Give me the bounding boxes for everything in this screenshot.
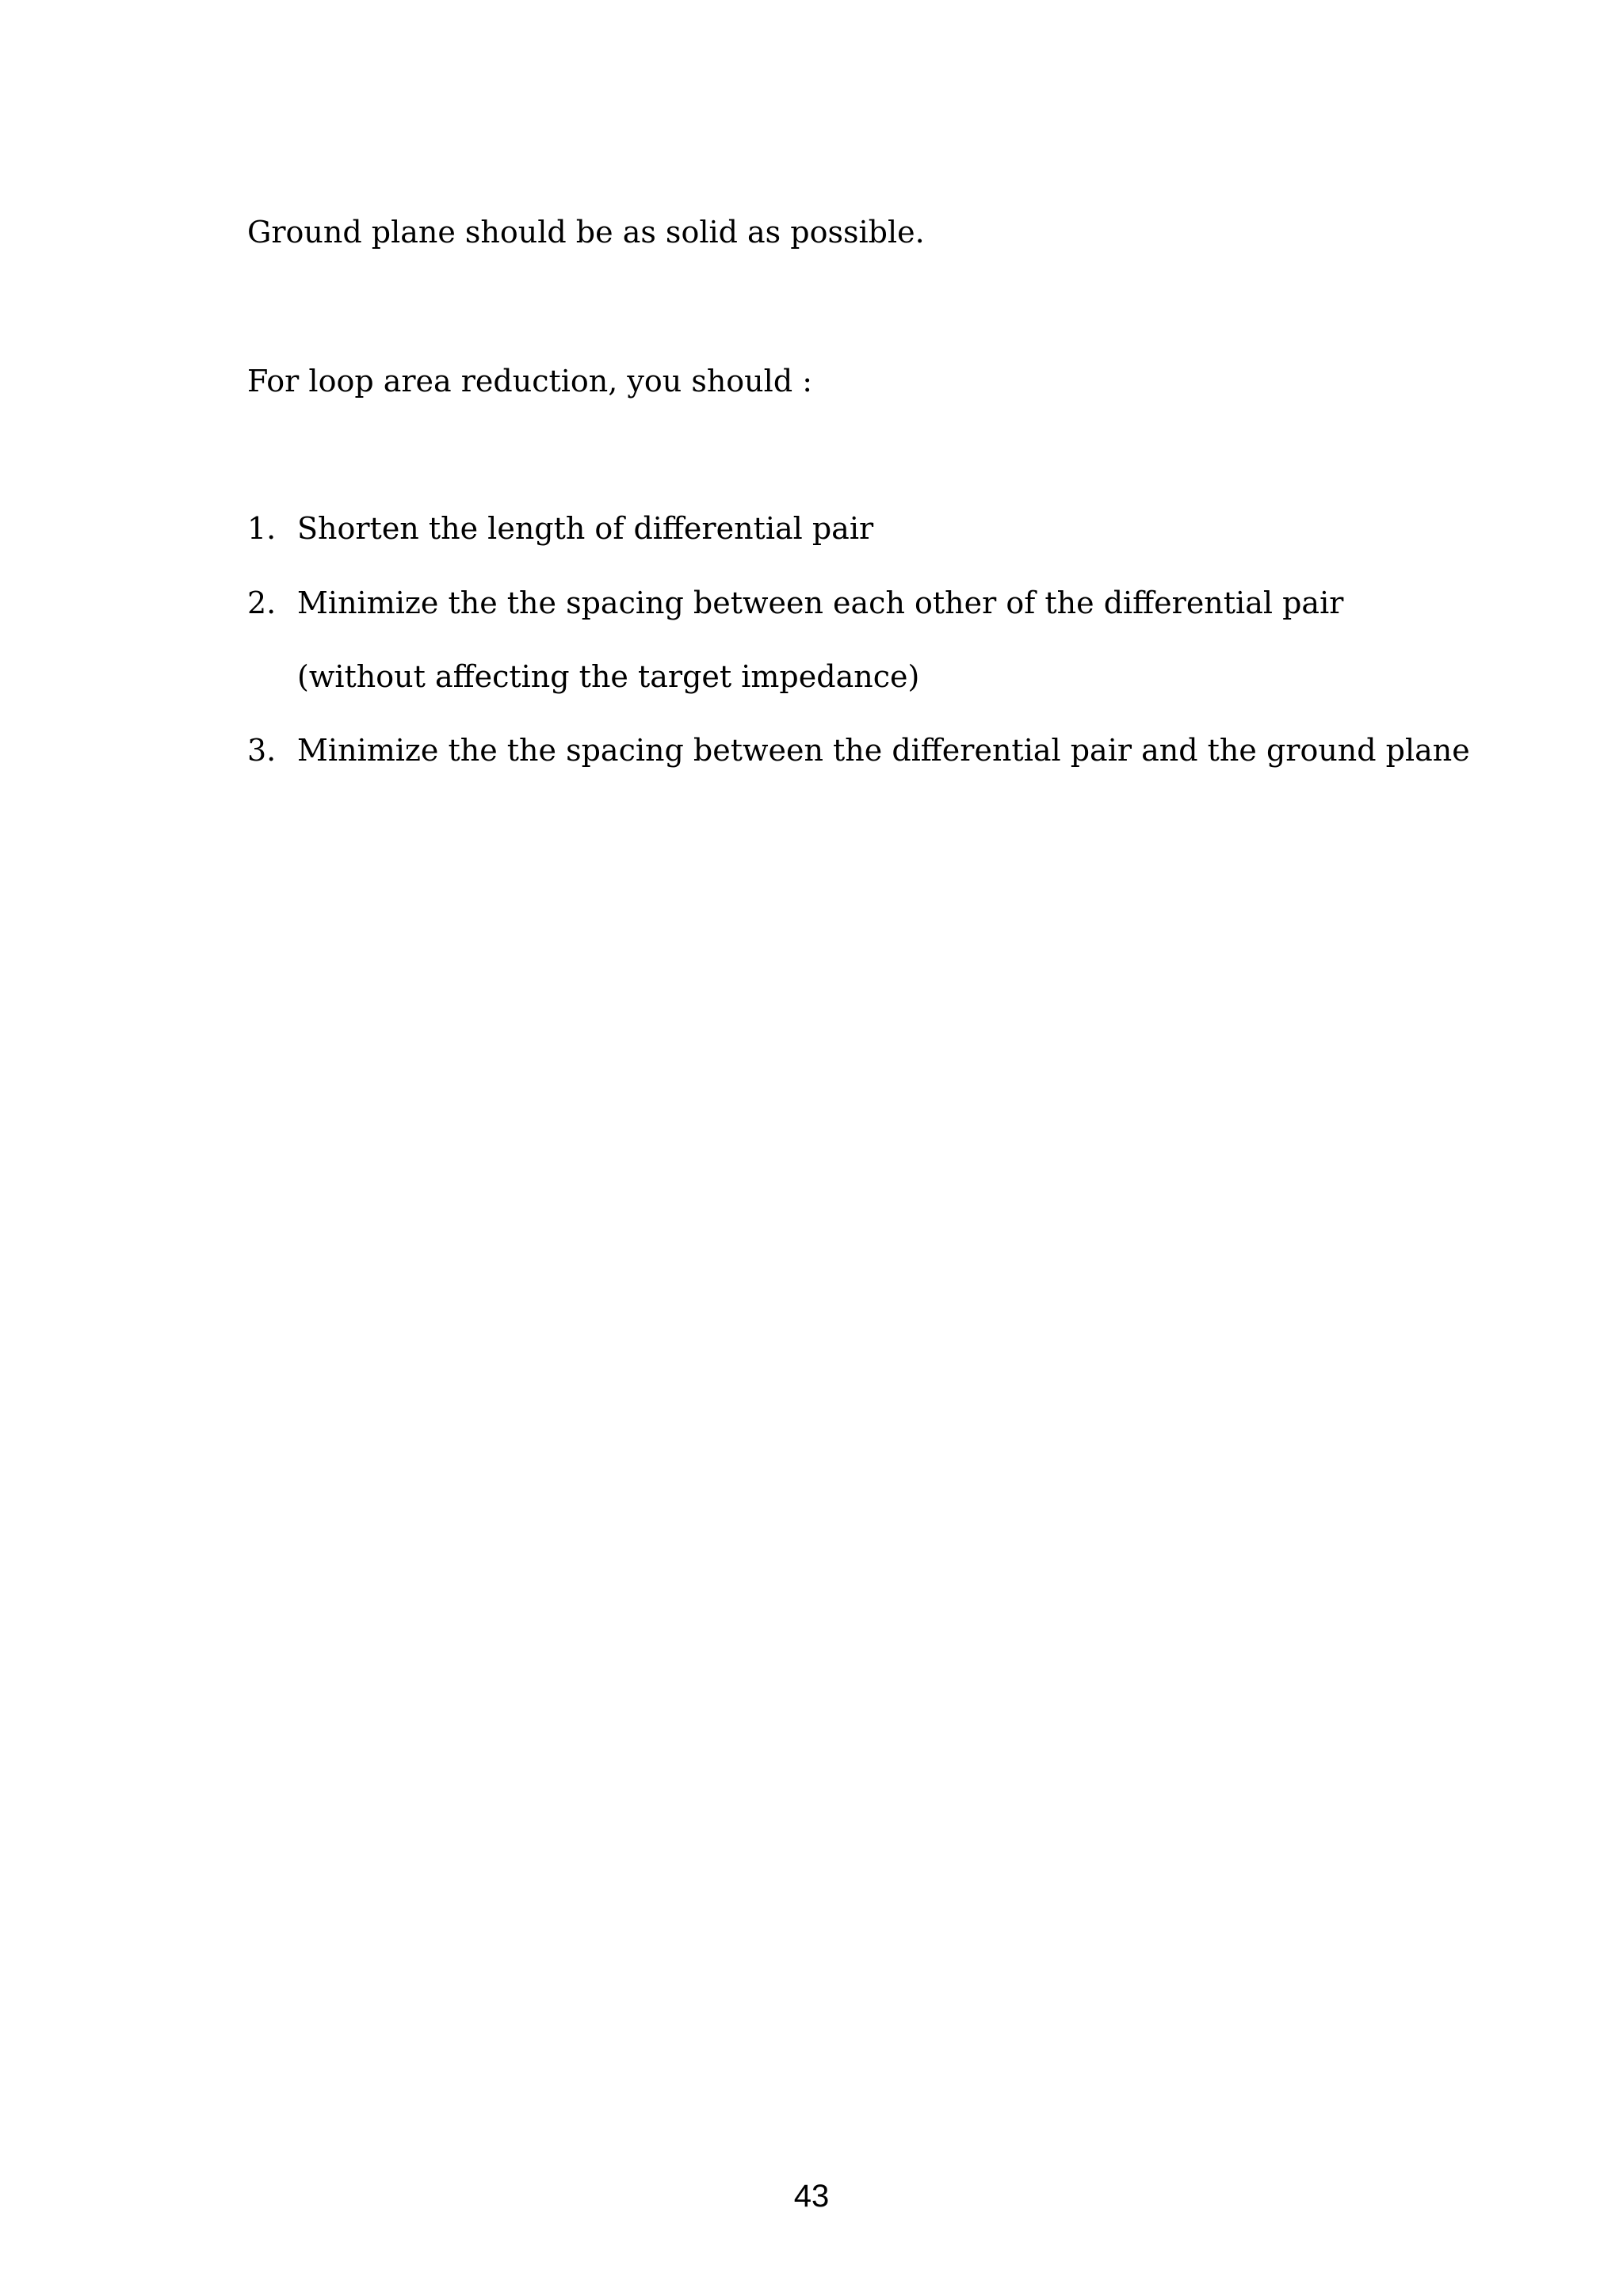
list-item-number: 2.: [247, 585, 277, 620]
list-item-continuation: (without affecting the target impedance): [297, 659, 920, 694]
paragraph-loop-intro: For loop area reduction, you should :: [247, 364, 813, 399]
page-number: 43: [793, 2179, 830, 2214]
list-item-text: Minimize the the spacing between the differential pair and the ground plane: [297, 733, 1470, 768]
list-item-text: Shorten the length of differential pair: [297, 511, 874, 546]
list-item-text: Minimize the the spacing between each other of the differential pair: [297, 585, 1344, 620]
paragraph-ground-plane: Ground plane should be as solid as possible.: [247, 215, 925, 250]
list-item-number: 1.: [247, 511, 277, 546]
list-item-number: 3.: [247, 733, 277, 768]
